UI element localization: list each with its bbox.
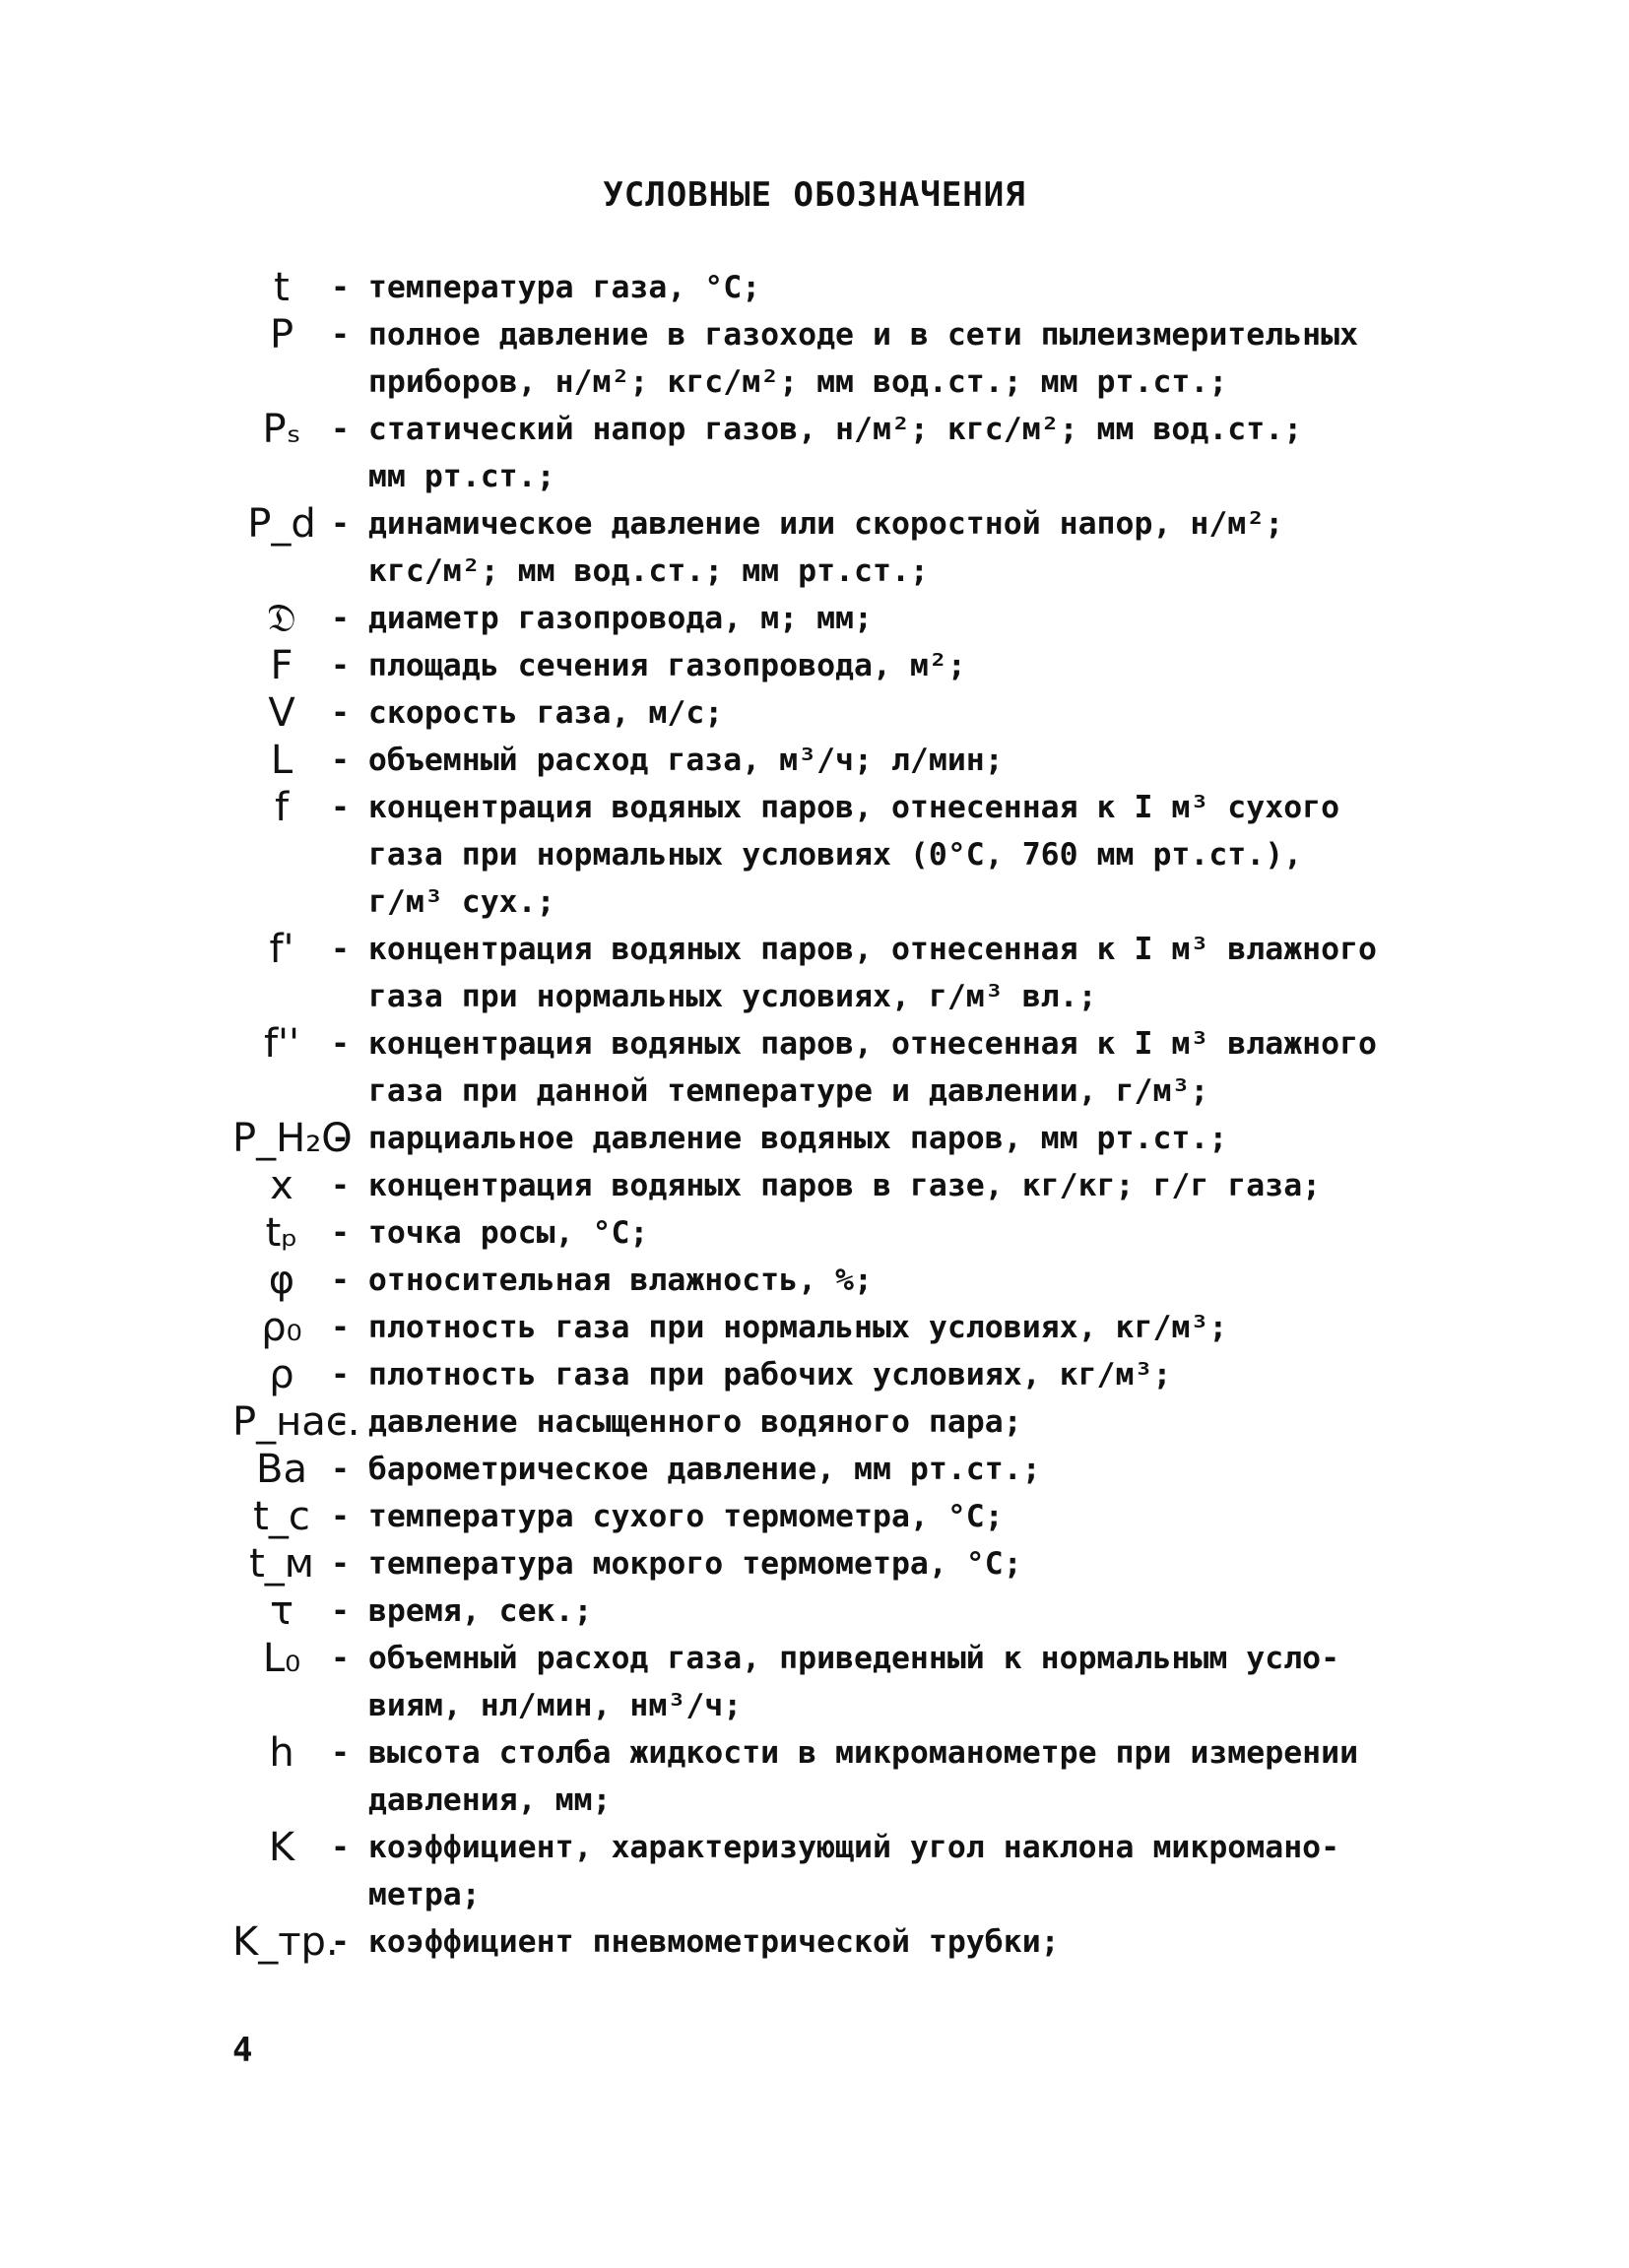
symbol-entry: [232, 1304, 1464, 1351]
description-line: - коэффициент, характеризующий угол наклона микромано-: [331, 1830, 1340, 1865]
symbol-entry: [232, 1540, 1464, 1588]
description-line: - парциальное давление водяных паров, мм рт.ст.;: [331, 1121, 1228, 1156]
symbol-entry: [232, 926, 1464, 1020]
symbol-entry: [232, 595, 1464, 642]
symbol: ρ: [269, 1352, 294, 1397]
symbol-description: [331, 926, 1464, 1020]
description-line: - точка росы, °С;: [331, 1215, 649, 1251]
symbol-entry: [232, 1398, 1464, 1446]
symbol: τ: [269, 1588, 294, 1634]
description-line: - динамическое давление или скоростной напор, н/м²;: [331, 506, 1284, 542]
description-line: г/м³ сух.;: [331, 884, 555, 920]
symbol-description: [331, 311, 1464, 406]
symbol-description: [331, 1304, 1464, 1351]
symbol-entry: [232, 1446, 1464, 1493]
description-line: - высота столба жидкости в микроманометре при измерении: [331, 1735, 1359, 1771]
symbol-description: [331, 1162, 1464, 1209]
symbol: Ba: [256, 1447, 307, 1492]
description-line: - температура мокрого термометра, °С;: [331, 1546, 1022, 1582]
symbol-description: [331, 1020, 1464, 1115]
description-line: - концентрация водяных паров, отнесенная к I м³ сухого: [331, 790, 1340, 825]
description-line: - коэффициент пневмометрической трубки;: [331, 1924, 1060, 1960]
symbol-description: [331, 1493, 1464, 1540]
symbol-entry: [232, 737, 1464, 784]
description-line: - концентрация водяных паров в газе, кг/кг; г/г газа;: [331, 1168, 1322, 1203]
symbol-entry: [232, 784, 1464, 926]
symbol-entry: [232, 1729, 1464, 1824]
symbol-entry: [232, 1824, 1464, 1918]
symbol: K_тр.: [232, 1919, 339, 1965]
symbol: x: [270, 1163, 293, 1208]
symbol-entry: [232, 642, 1464, 689]
description-line: - плотность газа при нормальных условиях, кг/м³;: [331, 1310, 1228, 1345]
symbol-entry: [232, 689, 1464, 737]
description-line: виям, нл/мин, нм³/ч;: [331, 1688, 743, 1723]
symbol-description: [331, 595, 1464, 642]
symbol-description: [331, 1351, 1464, 1398]
description-line: - относительная влажность, %;: [331, 1263, 873, 1298]
symbol: f'': [263, 1021, 300, 1067]
symbol-description: [331, 1257, 1464, 1304]
symbol-description: [331, 1209, 1464, 1257]
symbol: ρ₀: [261, 1305, 302, 1350]
symbol-description: [331, 264, 1464, 311]
symbol-description: [331, 1115, 1464, 1162]
description-line: - концентрация водяных паров, отнесенная к I м³ влажного: [331, 932, 1378, 967]
symbol: φ: [268, 1258, 295, 1303]
description-line: - барометрическое давление, мм рт.ст.;: [331, 1452, 1041, 1487]
symbol-entry: [232, 500, 1464, 595]
symbol: f: [274, 785, 290, 830]
description-line: газа при нормальных условиях (0°С, 760 мм рт.ст.),: [331, 837, 1303, 873]
symbol: K: [268, 1825, 295, 1870]
symbol-entry: [232, 1351, 1464, 1398]
symbol-description: [331, 406, 1464, 500]
description-line: - полное давление в газоходе и в сети пылеизмерительных: [331, 317, 1359, 353]
description-line: - площадь сечения газопровода, м²;: [331, 648, 966, 683]
symbol-entry: [232, 406, 1464, 500]
description-line: газа при нормальных условиях, г/м³ вл.;: [331, 979, 1097, 1014]
symbol-description: [331, 642, 1464, 689]
symbol: P_нас.: [232, 1399, 360, 1445]
symbol-description: [331, 1540, 1464, 1588]
symbol-entry: [232, 1115, 1464, 1162]
symbol: t_м: [249, 1541, 314, 1587]
symbol-entry: [232, 1493, 1464, 1540]
symbol: F: [270, 643, 293, 688]
description-line: - объемный расход газа, приведенный к нормальным усло-: [331, 1641, 1340, 1676]
description-line: метра;: [331, 1877, 481, 1912]
symbol-entry: [232, 1209, 1464, 1257]
symbol: P: [269, 312, 294, 357]
symbol-description: [331, 1824, 1464, 1918]
symbol-description: [331, 784, 1464, 926]
description-line: газа при данной температуре и давлении, г/м³;: [331, 1073, 1209, 1109]
description-line: мм рт.ст.;: [331, 459, 555, 494]
page-number: 4: [232, 2031, 253, 2070]
symbol: L: [270, 738, 293, 783]
symbol-description: [331, 1918, 1464, 1966]
symbol: V: [268, 690, 295, 736]
symbol: t: [274, 265, 290, 310]
symbol: P_H₂O: [232, 1116, 353, 1161]
symbol-description: [331, 689, 1464, 737]
symbol-description: [331, 1588, 1464, 1635]
symbol-description: [331, 1398, 1464, 1446]
symbol-entry: [232, 1257, 1464, 1304]
symbol-description: [331, 737, 1464, 784]
description-line: - давление насыщенного водяного пара;: [331, 1404, 1022, 1440]
symbol: t_c: [253, 1494, 310, 1539]
symbol-description: [331, 500, 1464, 595]
symbol: P_d: [247, 501, 316, 547]
page-title: УСЛОВНЫЕ ОБОЗНАЧЕНИЯ: [603, 175, 1026, 215]
symbol-entry: [232, 1635, 1464, 1729]
description-line: - объемный расход газа, м³/ч; л/мин;: [331, 743, 1004, 778]
symbol-description: [331, 1729, 1464, 1824]
symbol: h: [269, 1730, 294, 1776]
description-line: - скорость газа, м/с;: [331, 695, 724, 731]
symbol: 𝔇: [267, 596, 296, 641]
symbol-entry: [232, 264, 1464, 311]
description-line: - статический напор газов, н/м²; кгс/м²; мм вод.ст.;: [331, 412, 1303, 447]
description-line: - температура сухого термометра, °С;: [331, 1499, 1004, 1534]
description-line: - плотность газа при рабочих условиях, кг/м³;: [331, 1357, 1172, 1393]
symbol-entry: [232, 1162, 1464, 1209]
symbol: L₀: [262, 1636, 301, 1681]
description-line: - время, сек.;: [331, 1593, 593, 1629]
symbol-description: [331, 1635, 1464, 1729]
symbol-entry: [232, 1020, 1464, 1115]
description-line: давления, мм;: [331, 1782, 612, 1818]
description-line: кгс/м²; мм вод.ст.; мм рт.ст.;: [331, 553, 929, 589]
symbol-list: [232, 264, 1464, 1966]
symbol: tₚ: [265, 1210, 298, 1256]
symbol: Pₛ: [262, 407, 301, 452]
symbol-entry: [232, 1918, 1464, 1966]
symbol-entry: [232, 311, 1464, 406]
description-line: приборов, н/м²; кгс/м²; мм вод.ст.; мм рт.ст.;: [331, 364, 1228, 400]
description-line: - концентрация водяных паров, отнесенная к I м³ влажного: [331, 1026, 1378, 1062]
symbol: f': [269, 927, 294, 972]
description-line: - температура газа, °С;: [331, 270, 761, 305]
symbol-description: [331, 1446, 1464, 1493]
description-line: - диаметр газопровода, м; мм;: [331, 601, 873, 636]
symbol-entry: [232, 1588, 1464, 1635]
